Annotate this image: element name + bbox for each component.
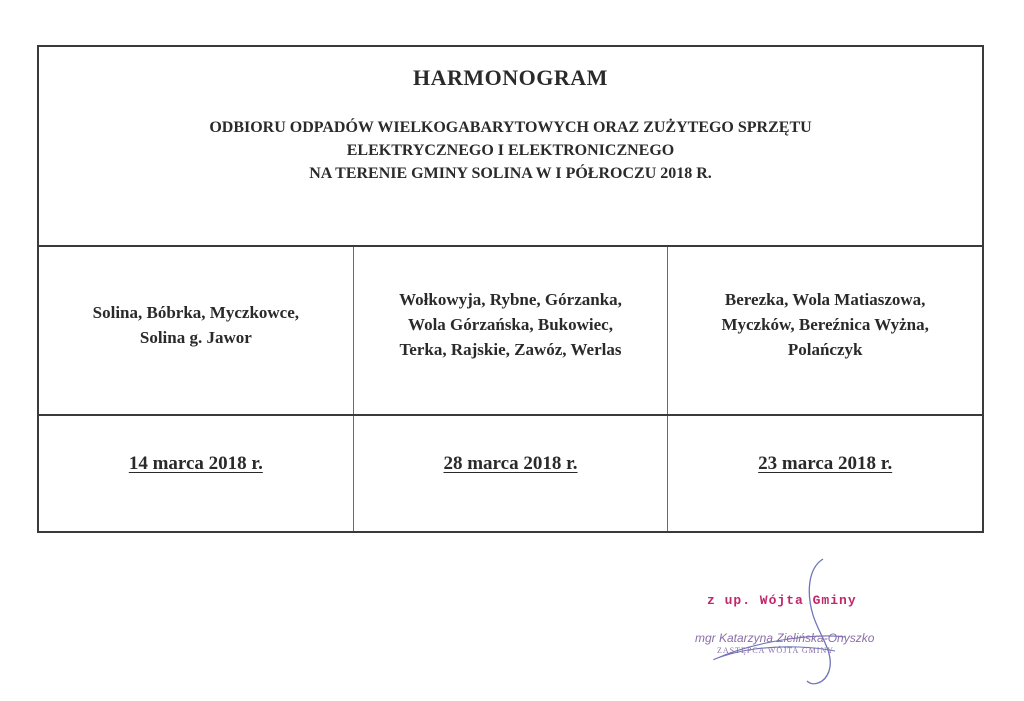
schedule-table [37,45,984,533]
document-title: HARMONOGRAM [413,65,608,90]
date-cell [353,416,668,531]
subtitle-line: ELEKTRYCZNEGO I ELEKTRONICZNEGO [346,142,675,159]
dates-row [39,416,982,531]
areas-cell [353,247,668,414]
stamp-name: mgr Katarzyna Zielińska-Onyszko [695,631,875,645]
areas-cell [39,247,353,414]
area-line: Solina g. Jawor [139,327,252,347]
subtitle-line: NA TERENIE GMINY SOLINA W I PÓŁROCZU 2018 R. [309,165,712,182]
pickup-date: 14 marca 2018 r. [128,452,263,474]
area-line: Polańczyk [787,340,863,359]
subtitle-line: ODBIORU ODPADÓW WIELKOGABARYTOWYCH ORAZ ZUŻYTEGO SPRZĘTU [209,119,812,136]
document-subtitle [39,116,982,185]
area-line: Berezka, Wola Matiaszowa, [724,290,926,309]
areas-cell [667,247,982,414]
area-line: Terka, Rajskie, Zawóz, Werlas [399,340,622,359]
areas-row [39,247,982,416]
header-cell [39,47,982,247]
signature-icon [695,555,915,695]
date-cell [667,416,982,531]
area-line: Wołkowyja, Rybne, Górzanka, [399,290,622,309]
stamp-authority: z up. Wójta Gminy [707,593,857,608]
stamp-role: ZASTĘPCA WÓJTA GMINY [717,646,834,655]
date-cell [39,416,353,531]
area-line: Wola Górzańska, Bukowiec, [408,315,613,334]
official-stamp [695,555,915,695]
area-line: Myczków, Bereźnica Wyżna, [721,315,929,334]
pickup-date: 23 marca 2018 r. [758,452,893,474]
pickup-date: 28 marca 2018 r. [443,452,578,474]
area-line: Solina, Bóbrka, Myczkowce, [92,302,300,322]
